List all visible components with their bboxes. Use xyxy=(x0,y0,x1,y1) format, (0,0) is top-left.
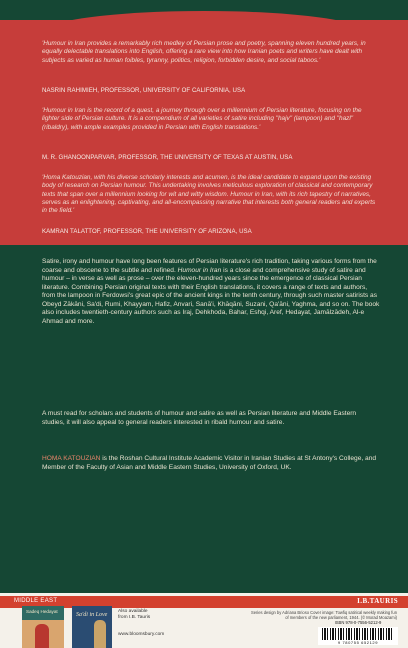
isbn: ISBN 978-0-7556-5212-9 xyxy=(334,620,382,625)
review-quote-2: 'Humour in Iran is the record of a quest, a journey through over a millennium of Persian literature, focusing on the lighter side of Persian culture. It is a compendium of all varieties of satire including "hajv" (lampoon) and "hazl" (ribaldry), with ample examples provided in Persian with English translations.' xyxy=(42,107,362,131)
review-attribution-1: NASRIN RAHIMIEH, PROFESSOR, UNIVERSITY OF CALIFORNIA, USA xyxy=(42,87,246,94)
cover-credits: Series design by Adriana Brioso Cover image: Towfiq satirical weekly making fun of members of the new parliament, 1944. (© Morad Moazami) xyxy=(250,610,397,620)
author-bio xyxy=(42,455,380,472)
cover-figure xyxy=(35,624,49,648)
author-name: HOMA KATOUZIAN xyxy=(42,455,101,462)
blurb-p1-start: Satire, irony and humour have long been features of Persian literature's rich tradition, taking various forms from the coarse and obscene to the subtle and refined. xyxy=(42,258,377,274)
top-band xyxy=(0,0,408,20)
author-bio-text: is the Roshan Cultural Institute Academic Visitor in Iranian Studies at St Antony's College, and Member of the Faculty of Asian and Middle Eastern Studies, University of Oxford, UK. xyxy=(42,455,377,471)
review-attribution-2: M. R. GHANOONPARVAR, PROFESSOR, THE UNIVERSITY OF TEXAS AT AUSTIN, USA xyxy=(42,154,293,161)
barcode-bars xyxy=(322,628,394,640)
review-quote-3: 'Homa Katouzian, with his diverse scholarly interests and acumen, is the ideal candidate to expand upon the existing body of research on Persian humour. This undertaking involves meticulous exploration of classical and contemporary texts that span over a millennium looking for wit and witty wisdom. Humour in Iran, with its rich tapestry of narratives, serves as an enlightening, captivating, and all-encompassing narrative that interests both general readers and experts in the field.' xyxy=(42,174,376,215)
barcode-number: 9 780755 652129 xyxy=(337,640,379,645)
review-quote-1: 'Humour in Iran provides a remarkably rich medley of Persian prose and poetry, spanning eleven hundred years, in equally delectable translations into English, offering a rare view into how Iranian poets and writers have dealt with subjects as varied as human foibles, tyranny, politics, religion, forbidden desire, and social taboos.' xyxy=(42,40,366,64)
also-available-text: Also available from I.B. Tauris xyxy=(118,609,151,620)
related-book-cover-1[interactable] xyxy=(22,606,64,648)
barcode xyxy=(318,620,398,645)
blurb-paragraph-2: A must read for scholars and students of humour and satire as well as Persian literature and Middle Eastern studies, it will also appeal to general readers interested in ribald humour and satire. xyxy=(42,410,357,426)
website-link[interactable]: www.bloomsbury.com xyxy=(118,632,165,637)
blurb-p1-end: is a close and comprehensive study of satire and humour – in verse as well as prose – over the eleven-hundred years since the emergence of classical Persian literature. Combining Persian original texts with their English translations, it covers a range of texts and authors, from the lampoon in Ferdowsi's great epic of the ancient kings in the tenth century, through such master satirists as Obeyd Zākāni, Sa'di, Rumi, Khayyam, Hafiz, Anvari, Sanā'i, Khāqāni, Suzani, Qa'āni, Yaghma, and so on. The book also includes twentieth-century authors such as Iraj, Dehkhoda, Bahar, Eshqi, Aref, Hedayat, Jamālzādeh, Al-e Ahmad and more. xyxy=(42,266,380,325)
related-book-title-2: Sa'di in Love xyxy=(76,612,108,618)
cover-figure xyxy=(94,620,106,648)
book-title: Humour in Iran xyxy=(177,266,222,274)
category-label: MIDDLE EAST xyxy=(14,598,58,604)
review-attribution-3: KAMRAN TALATTOF, PROFESSOR, THE UNIVERSITY OF ARIZONA, USA xyxy=(42,228,252,235)
blurb-paragraph-1 xyxy=(42,258,380,326)
publisher-logo: I.B.TAURIS xyxy=(357,597,398,605)
related-book-cover-2[interactable] xyxy=(72,606,112,648)
related-book-title-1: Sadeq Hedayat xyxy=(26,609,58,614)
